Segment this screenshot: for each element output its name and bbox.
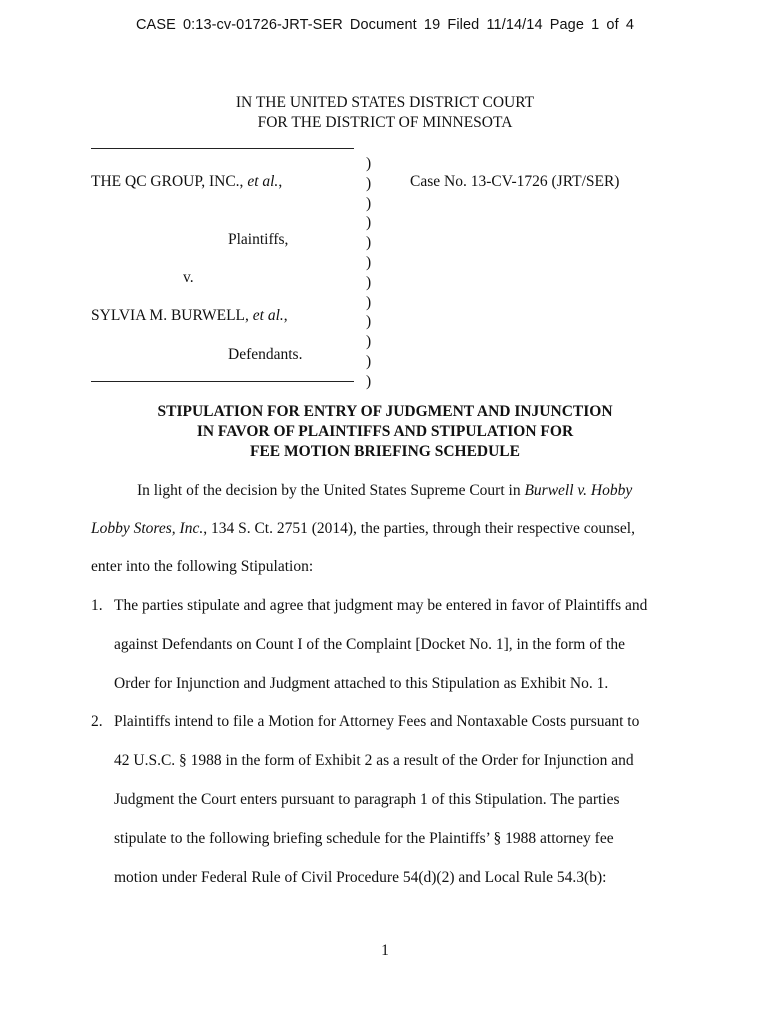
page-number: 1 <box>381 942 389 959</box>
paren: ) <box>366 333 372 351</box>
document-title <box>0 402 770 462</box>
caption-plaintiffs-label: Plaintiffs, <box>228 231 289 248</box>
paren: ) <box>366 155 372 172</box>
caption-versus: v. <box>183 269 194 286</box>
intro-line2: Lobby Stores, Inc., 134 S. Ct. 2751 (2014), the parties, through their respective counsel, <box>91 520 635 537</box>
paren: ) <box>366 234 372 252</box>
item2-line3: Judgment the Court enters pursuant to paragraph 1 of this Stipulation. The parties <box>114 791 620 808</box>
caption-rule-top <box>91 148 354 149</box>
title-line1: STIPULATION FOR ENTRY OF JUDGMENT AND INJUNCTION <box>157 403 613 420</box>
item1-line2: against Defendants on Count I of the Complaint [Docket No. 1], in the form of the <box>114 636 625 653</box>
item2-line2: 42 U.S.C. § 1988 in the form of Exhibit 2 as a result of the Order for Injunction and <box>114 752 634 769</box>
item2-number: 2. <box>91 713 103 730</box>
caption-parentheses-column <box>366 154 371 392</box>
paren: ) <box>366 293 372 311</box>
paren: ) <box>366 253 372 271</box>
item1-line1: The parties stipulate and agree that judgment may be entered in favor of Plaintiffs and <box>114 597 648 614</box>
intro-line1: In light of the decision by the United States Supreme Court in Burwell v. Hobby <box>137 482 633 499</box>
intro-line3: enter into the following Stipulation: <box>91 558 314 575</box>
item1-line3: Order for Injunction and Judgment attached to this Stipulation as Exhibit No. 1. <box>114 675 609 692</box>
item2-line5: motion under Federal Rule of Civil Procedure 54(d)(2) and Local Rule 54.3(b): <box>114 869 607 886</box>
caption-defendants-label: Defendants. <box>228 346 303 363</box>
case-number: Case No. 13-CV-1726 (JRT/SER) <box>410 173 620 190</box>
paren: ) <box>366 372 372 390</box>
court-name-line1: IN THE UNITED STATES DISTRICT COURT <box>235 94 535 111</box>
caption-plaintiff-name: THE QC GROUP, INC., et al., <box>91 173 283 190</box>
paren: ) <box>366 214 372 232</box>
title-line3: FEE MOTION BRIEFING SCHEDULE <box>249 443 520 460</box>
paren: ) <box>366 174 372 192</box>
item2-line4: stipulate to the following briefing schedule for the Plaintiffs’ § 1988 attorney fee <box>114 830 614 847</box>
paren: ) <box>366 313 372 331</box>
paren: ) <box>366 352 372 370</box>
title-line2: IN FAVOR OF PLAINTIFFS AND STIPULATION FOR <box>196 423 574 440</box>
paren: ) <box>366 273 372 291</box>
item1-number: 1. <box>91 597 103 614</box>
caption-rule-bottom <box>91 381 354 382</box>
caption-defendant-name: SYLVIA M. BURWELL, et al., <box>91 307 288 324</box>
paren: ) <box>366 194 372 212</box>
ecf-header-stamp: CASE 0:13-cv-01726-JRT-SER Document 19 Filed 11/14/14 Page 1 of 4 <box>135 17 635 33</box>
item2-line1: Plaintiffs intend to file a Motion for Attorney Fees and Nontaxable Costs pursuant to <box>114 713 640 730</box>
court-name-line2: FOR THE DISTRICT OF MINNESOTA <box>257 114 513 131</box>
